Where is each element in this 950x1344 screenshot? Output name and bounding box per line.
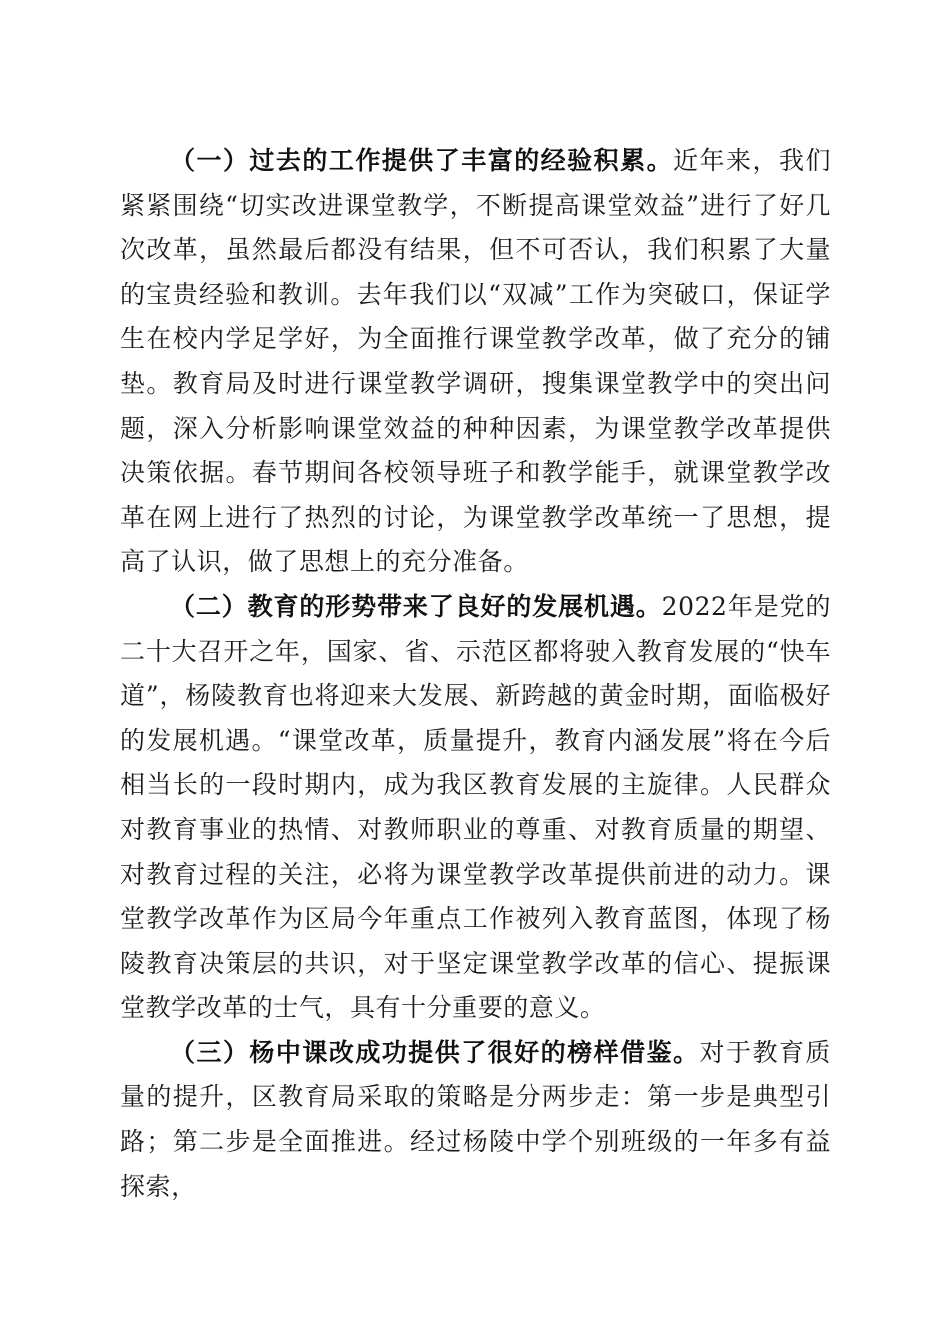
- paragraph-1-text: 近年来，我们紧紧围绕“切实改进课堂教学，不断提高课堂效益”进行了好几次改革，虽然最后都没有结果，但不可否认，我们积累了大量的宝贵经验和教训。去年我们以“双减”工作为突破口，保证学生在校内学足学好，为全面推行课堂教学改革，做了充分的铺垫。教育局及时进行课堂教学调研，搜集课堂教学中的突出问题，深入分析影响课堂效益的种种因素，为课堂教学改革提供决策依据。春节期间各校领导班子和教学能手，就课堂教学改革在网上进行了热烈的讨论，为课堂教学改革统一了思想，提高了认识，做了思想上的充分准备。: [120, 146, 831, 577]
- document-body: [120, 139, 831, 1209]
- paragraph-1: [120, 139, 831, 585]
- paragraph-2-text: 2022年是党的二十大召开之年，国家、省、示范区都将驶入教育发展的“快车道”，杨陵教育也将迎来大发展、新跨越的黄金时期，面临极好的发展机遇。“课堂改革，质量提升，教育内涵发展”将在今后相当长的一段时期内，成为我区教育发展的主旋律。人民群众对教育事业的热情、对教师职业的尊重、对教育质量的期望、对教育过程的关注，必将为课堂教学改革提供前进的动力。课堂教学改革作为区局今年重点工作被列入教育蓝图，体现了杨陵教育决策层的共识，对于坚定课堂教学改革的信心、提振课堂教学改革的士气，具有十分重要的意义。: [120, 591, 832, 1023]
- paragraph-3-heading: （三）杨中课改成功提供了很好的榜样借鉴。: [170, 1037, 700, 1067]
- paragraph-3-text: 对于教育质量的提升，区教育局采取的策略是分两步走：第一步是典型引路；第二步是全面推进。经过杨陵中学个别班级的一年多有益探索，: [120, 1037, 831, 1201]
- paragraph-2: [120, 585, 831, 1031]
- paragraph-2-heading: （二）教育的形势带来了良好的发展机遇。: [170, 591, 662, 621]
- paragraph-3: [120, 1031, 831, 1209]
- paragraph-1-heading: （一）过去的工作提供了丰富的经验积累。: [170, 146, 674, 175]
